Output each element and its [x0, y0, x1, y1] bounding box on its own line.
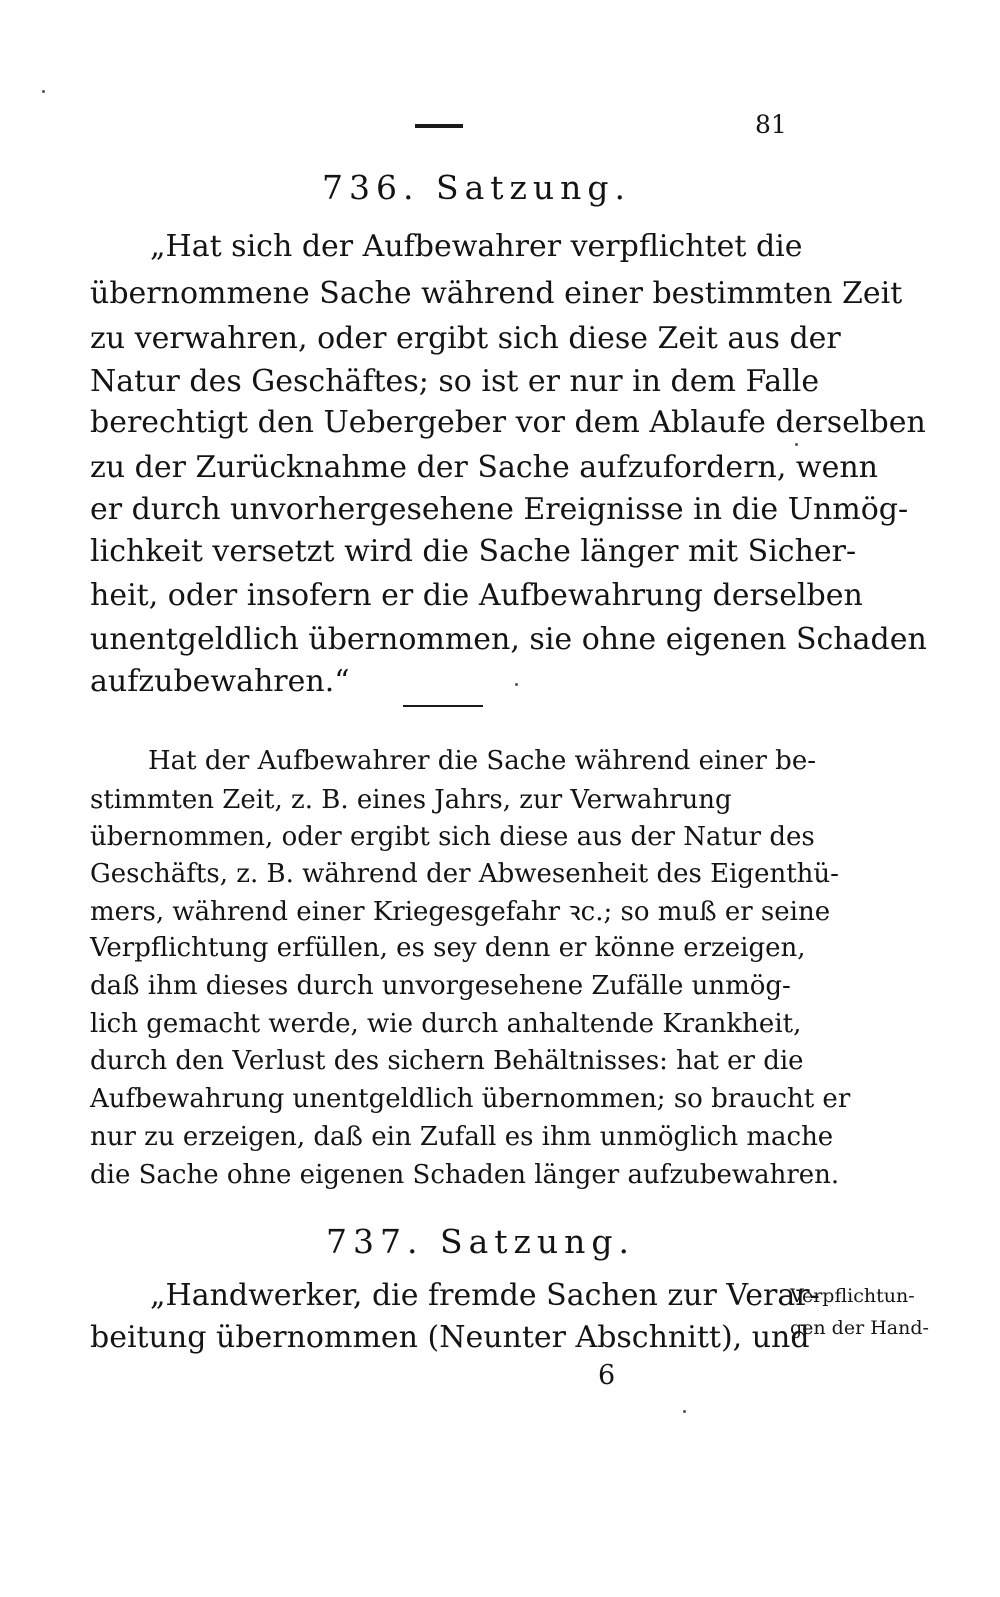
- statute-line: übernommene Sache während einer bestimmten Zeit: [90, 276, 903, 311]
- commentary-line: mers, während einer Kriegesgefahr ꝛc.; so muß er seine: [90, 897, 831, 927]
- scan-speck: [515, 683, 518, 686]
- statute-line: lichkeit versetzt wird die Sache länger mit Sicher-: [90, 534, 857, 569]
- statute-line: Natur des Geschäftes; so ist er nur in dem Falle: [90, 364, 820, 399]
- section-heading-736: 736. Satzung.: [322, 168, 632, 207]
- commentary-line: durch den Verlust des sichern Behältnisses: hat er die: [90, 1046, 804, 1076]
- commentary-line: übernommen, oder ergibt sich diese aus der Natur des: [90, 822, 815, 852]
- margin-note-line: Verpflichtun-: [790, 1285, 915, 1307]
- statute-line: er durch unvorhergesehene Ereignisse in die Unmög-: [90, 492, 909, 527]
- scan-speck: [42, 90, 45, 93]
- statute-line: beitung übernommen (Neunter Abschnitt), und: [90, 1320, 810, 1355]
- commentary-line: Aufbewahrung unentgeldlich übernommen; so braucht er: [90, 1084, 851, 1114]
- scan-speck: [683, 1410, 686, 1413]
- statute-line: unentgeldlich übernommen, sie ohne eigenen Schaden: [90, 622, 927, 657]
- statute-line: zu verwahren, oder ergibt sich diese Zeit aus der: [90, 321, 841, 356]
- statute-line: aufzubewahren.“: [90, 664, 350, 699]
- commentary-line: die Sache ohne eigenen Schaden länger aufzubewahren.: [90, 1160, 840, 1190]
- statute-line: heit, oder insofern er die Aufbewahrung derselben: [90, 578, 863, 613]
- section-divider: [403, 705, 483, 707]
- section-heading-737: 737. Satzung.: [326, 1222, 636, 1261]
- header-dash: [415, 124, 463, 128]
- scan-speck: [795, 443, 798, 446]
- commentary-line: lich gemacht werde, wie durch anhaltende Krankheit,: [90, 1009, 802, 1039]
- commentary-line: stimmten Zeit, z. B. eines Jahrs, zur Verwahrung: [90, 785, 732, 815]
- commentary-line: daß ihm dieses durch unvorgesehene Zufälle unmög-: [90, 971, 791, 1001]
- commentary-line: nur zu erzeigen, daß ein Zufall es ihm unmöglich mache: [90, 1122, 834, 1152]
- statute-line: berechtigt den Uebergeber vor dem Ablaufe derselben: [90, 405, 926, 440]
- statute-line: „Hat sich der Aufbewahrer verpflichtet die: [150, 229, 803, 264]
- commentary-line: Verpflichtung erfüllen, es sey denn er könne erzeigen,: [90, 933, 806, 963]
- commentary-line: Hat der Aufbewahrer die Sache während einer be-: [148, 746, 816, 776]
- commentary-line: Geschäfts, z. B. während der Abwesenheit des Eigenthü-: [90, 859, 839, 889]
- margin-note-line: gen der Hand-: [790, 1317, 929, 1339]
- statute-line: „Handwerker, die fremde Sachen zur Verar-: [150, 1278, 820, 1313]
- page-number: 81: [755, 110, 787, 139]
- statute-line: zu der Zurücknahme der Sache aufzufordern, wenn: [90, 450, 878, 485]
- signature-mark: 6: [598, 1360, 616, 1391]
